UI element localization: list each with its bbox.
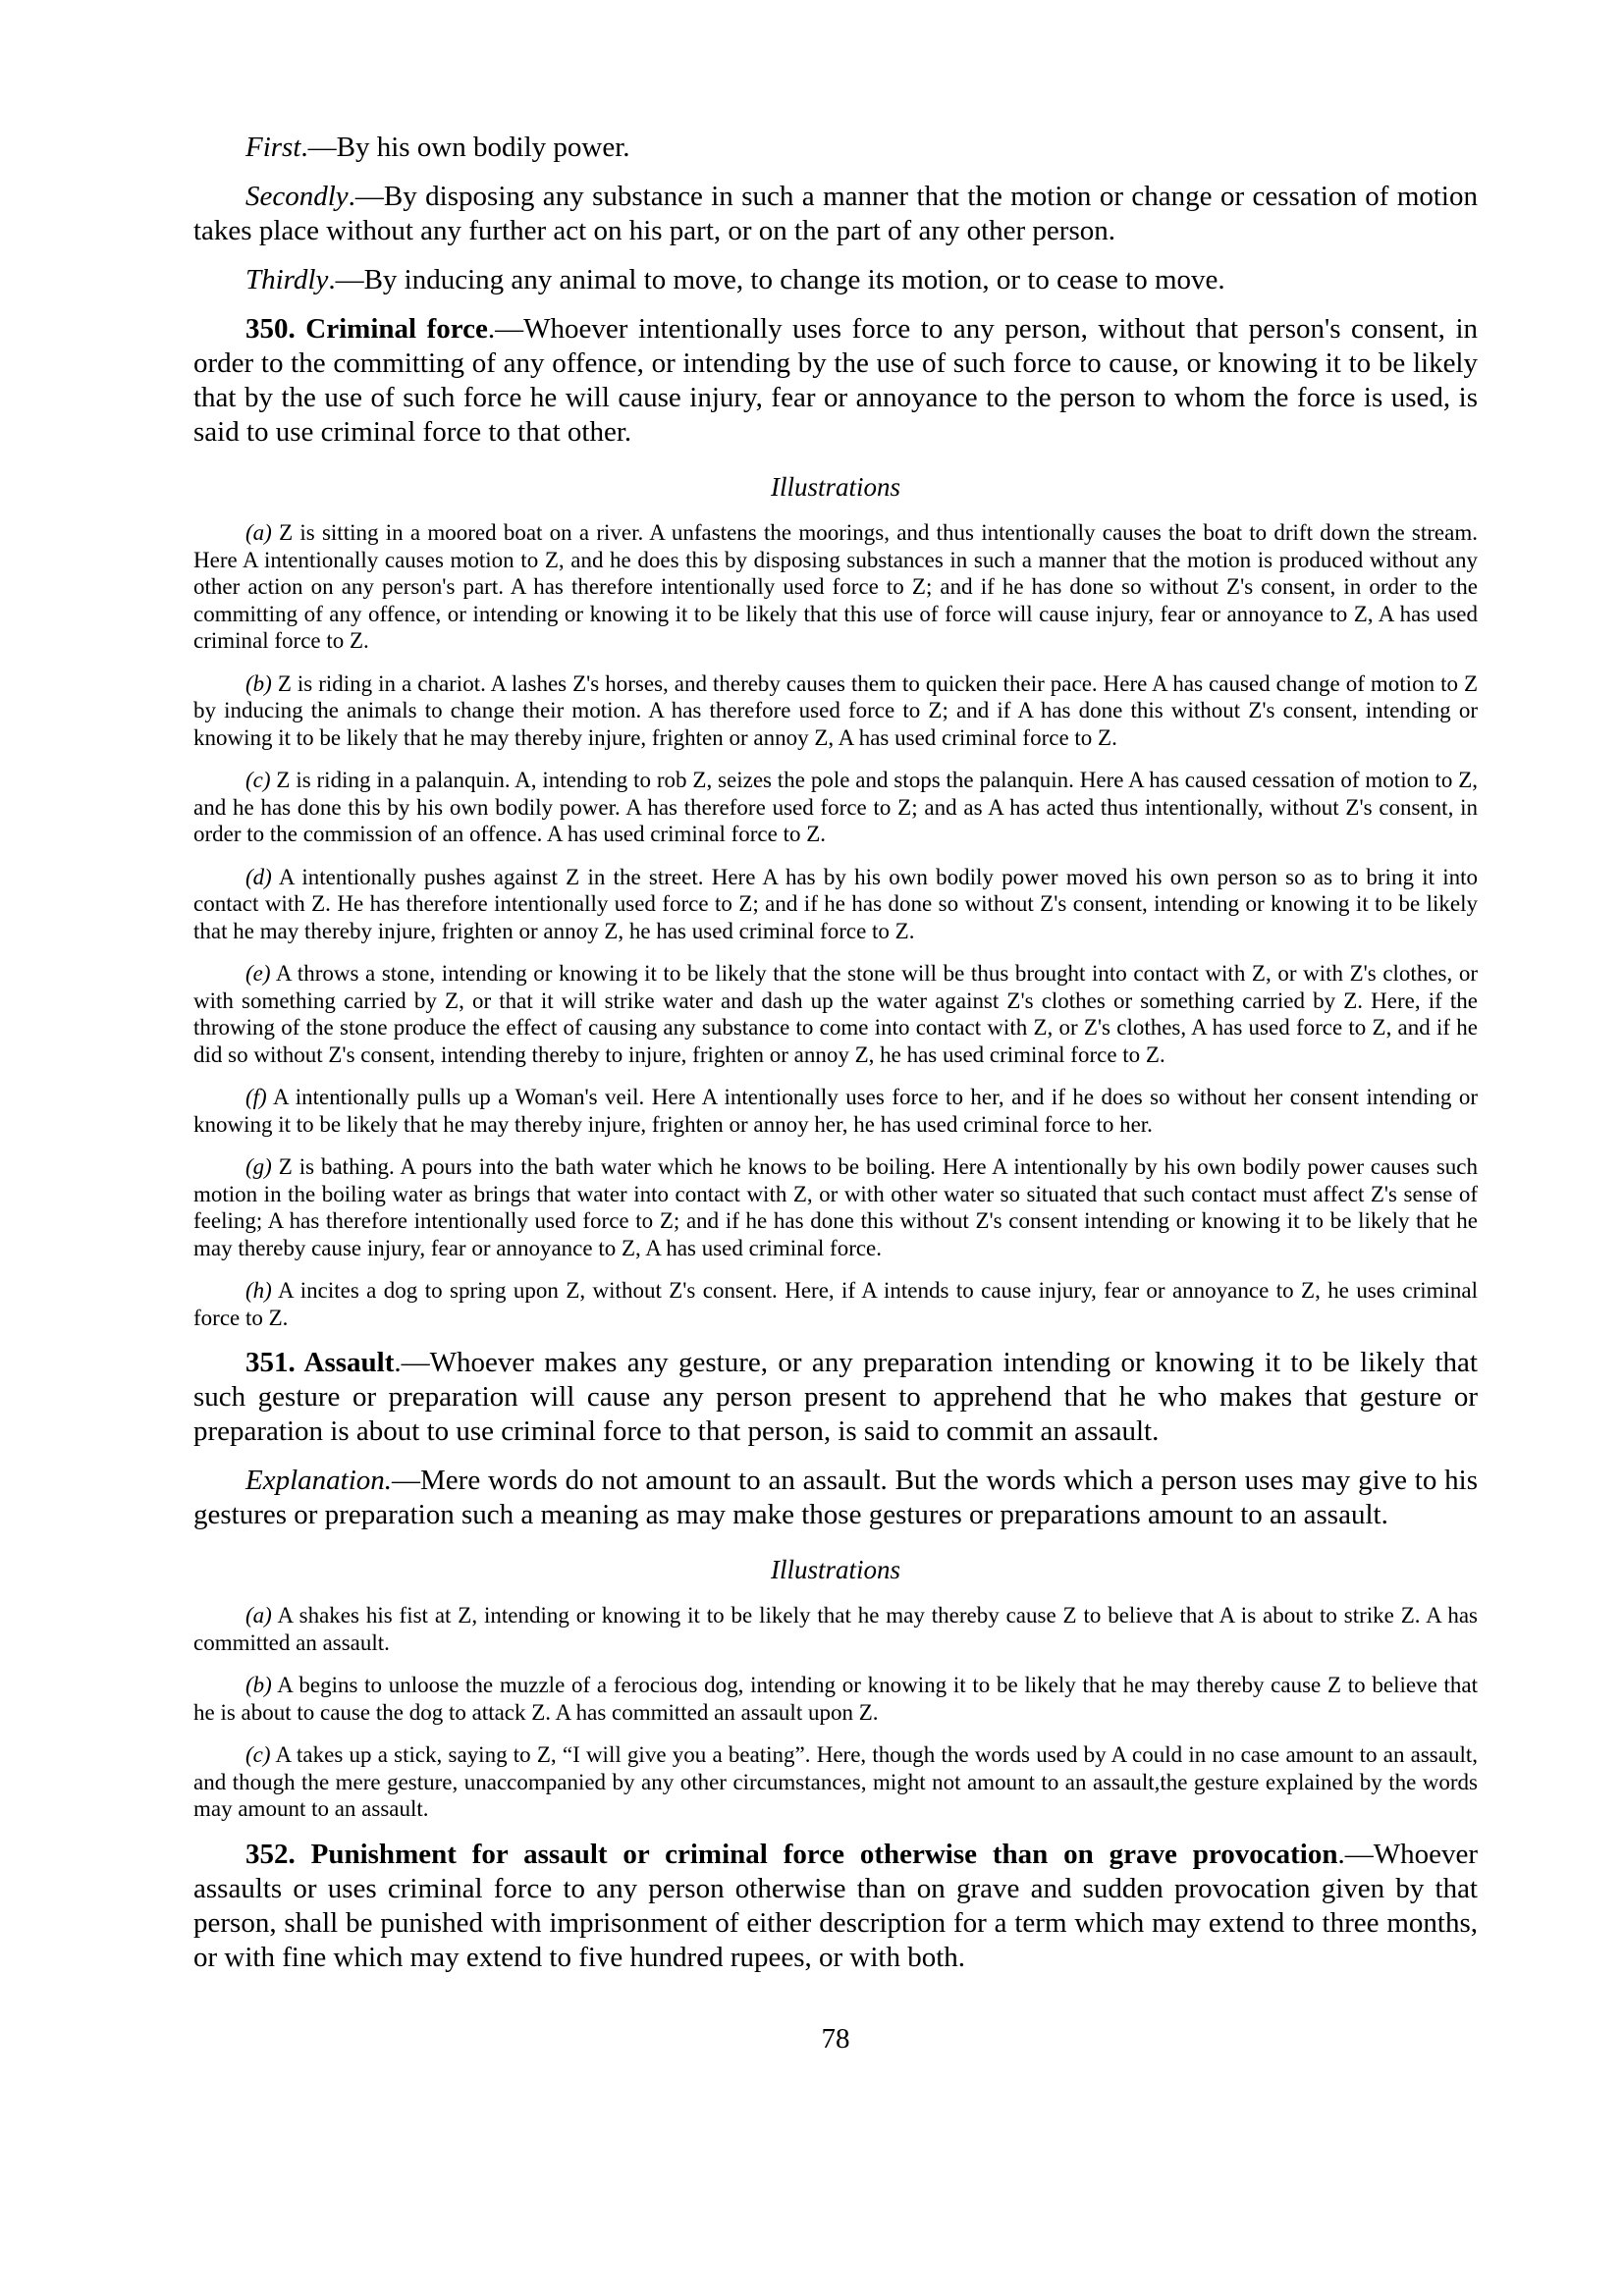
dash-separator: .— <box>348 181 384 212</box>
clause-thirdly-lead: Thirdly <box>245 264 329 295</box>
dash-separator: .— <box>487 313 524 345</box>
section-350-body: Whoever intentionally uses force to any person, without that person's consent, in order to the committing of any offence, or intending by the use of such force to cause, or knowing it to be likely that by the use of such force he will cause injury, fear or annoyance to the person to whom the force is used, is said to use criminal force to that other. <box>193 313 1479 448</box>
illustration-marker: (e) <box>245 961 271 986</box>
clause-secondly-text: By disposing any substance in such a manner that the motion or change or cessation of motion takes place without any further act on his part, or on the part of any other person. <box>193 181 1478 246</box>
clause-secondly-lead: Secondly <box>245 181 349 212</box>
illustration-text: A throws a stone, intending or knowing it to be likely that the stone will be thus brought into contact with Z, or with Z's clothes, or with something carried by Z, or that it will strike water and dash up the water against Z's clothes or something carried by Z. Here, if the throwing of the stone produce the effect of causing any substance to come into contact with Z, or Z's clothes, A has used force to Z, and if he did so without Z's consent, intending thereby to injure, frighten or annoy Z, he has used criminal force to Z. <box>193 961 1478 1067</box>
explanation-text: Mere words do not amount to an assault. But the words which a person uses may give to his gestures or preparation such a meaning as may make those gestures or preparations amount to an assault. <box>193 1465 1478 1530</box>
illustration-text: A incites a dog to spring upon Z, without Z's consent. Here, if A intends to cause injury, fear or annoyance to Z, he uses criminal force to Z. <box>193 1278 1479 1330</box>
section-352-paragraph <box>193 1838 1478 1975</box>
illustration-text: A intentionally pulls up a Woman's veil. Here A intentionally uses force to her, and if he does so without her consent intending or knowing it to be likely that he may thereby injure, frighten or annoy her, he has used criminal force to her. <box>193 1085 1478 1137</box>
illustration-marker: (b) <box>245 1673 272 1697</box>
illustration-351-c <box>193 1741 1478 1823</box>
dash-separator: .— <box>1337 1838 1374 1870</box>
dash-separator: .— <box>300 132 337 163</box>
illustration-text: A intentionally pushes against Z in the street. Here A has by his own bodily power moved his own person so as to bring it into contact with Z. He has therefore intentionally used force to Z; and if he has done so without Z's consent, intending or knowing it to be likely that he may thereby injure, frighten or annoy Z, he has used criminal force to Z. <box>193 864 1478 943</box>
illustration-marker: (a) <box>245 520 272 545</box>
illustration-text: A shakes his fist at Z, intending or knowing it to be likely that he may thereby cause Z to believe that A is about to strike Z. A has committed an assault. <box>193 1603 1478 1655</box>
illustration-350-f <box>193 1084 1478 1138</box>
clause-thirdly <box>193 263 1478 297</box>
illustration-marker: (c) <box>245 768 271 792</box>
clause-first-lead: First <box>245 132 301 163</box>
dash-separator: .— <box>328 264 364 295</box>
illustration-351-a <box>193 1602 1478 1656</box>
clause-secondly <box>193 180 1478 248</box>
illustration-marker: (b) <box>245 670 272 696</box>
illustration-350-e <box>193 960 1478 1068</box>
illustration-350-a <box>193 519 1478 655</box>
section-351-paragraph <box>193 1346 1478 1449</box>
section-352-title: 352. Punishment for assault or criminal force otherwise than on grave provocation <box>245 1838 1338 1870</box>
page-number: 78 <box>821 2022 850 2055</box>
section-350-title: 350. Criminal force <box>245 313 488 345</box>
illustrations-heading-351: Illustrations <box>770 1555 901 1584</box>
section-350-paragraph <box>193 312 1478 450</box>
illustration-351-b <box>193 1672 1478 1726</box>
illustration-marker: (h) <box>245 1278 272 1303</box>
illustration-text: Z is riding in a palanquin. A, intending to rob Z, seizes the pole and stops the palanquin. Here A has caused cessation of motion to Z, and he has done this by his own bodily power. A has therefore used force to Z; and as A has acted thus intentionally, without Z's consent, in order to the commission of an offence. A has used criminal force to Z. <box>193 768 1478 846</box>
dash-separator: .— <box>394 1347 430 1378</box>
explanation-lead: Explanation. <box>245 1465 393 1496</box>
illustration-text: A takes up a stick, saying to Z, “I will give you a beating”. Here, though the words used by A could in no case amount to an assault, and though the mere gesture, unaccompanied by any other circumstances, might not amount to an assault,the gesture explained by the words may amount to an assault. <box>193 1742 1479 1821</box>
clause-first <box>193 131 1478 165</box>
section-351-title: 351. Assault <box>245 1347 395 1378</box>
illustration-marker: (c) <box>245 1742 271 1767</box>
illustrations-heading-350: Illustrations <box>770 472 901 502</box>
illustration-marker: (d) <box>245 864 272 889</box>
illustration-text: Z is bathing. A pours into the bath water which he knows to be boiling. Here A intentionally by his own bodily power causes such motion in the boiling water as brings that water into contact with Z, or with other water so situated that such contact must affect Z's sense of feeling; A has therefore intentionally used force to Z; and if he has done this without Z's consent intending or knowing it to be likely that he may thereby cause injury, fear or annoyance to Z, A has used criminal force. <box>193 1154 1478 1260</box>
illustration-text: Z is sitting in a moored boat on a river. A unfastens the moorings, and thus intentionally causes the boat to drift down the stream. Here A intentionally causes motion to Z, and he does this by disposing substances in such a manner that the motion is produced without any other action on any person's part. A has therefore intentionally used force to Z; and if he has done so without Z's consent, in order to the committing of any offence, or intending or knowing it to be likely that this use of force will cause injury, fear or annoyance to Z, A has used criminal force to Z. <box>193 520 1478 653</box>
clause-first-text: By his own bodily power. <box>336 132 630 163</box>
illustration-350-h <box>193 1277 1478 1331</box>
illustration-350-b <box>193 670 1478 752</box>
illustration-marker: (a) <box>245 1603 272 1628</box>
section-351-body: Whoever makes any gesture, or any preparation intending or knowing it to be likely that such gesture or preparation will cause any person present to apprehend that he who makes that gesture or preparation is about to use criminal force to that person, is said to commit an assault. <box>193 1347 1478 1447</box>
explanation-paragraph <box>193 1464 1478 1532</box>
section-352-body: Whoever assaults or uses criminal force to any person otherwise than on grave and sudden provocation given by that person, shall be punished with imprisonment of either description for a term which may extend to three months, or with fine which may extend to five hundred rupees, or with both. <box>193 1838 1478 1973</box>
illustration-350-d <box>193 864 1478 945</box>
illustration-350-c <box>193 767 1478 848</box>
illustration-marker: (f) <box>245 1085 267 1109</box>
illustration-350-g <box>193 1153 1478 1261</box>
illustration-marker: (g) <box>245 1154 272 1179</box>
illustration-text: Z is riding in a chariot. A lashes Z's horses, and thereby causes them to quicken their pace. Here A has caused change of motion to Z by inducing the animals to change their motion. A has therefore used force to Z; and if A has done this without Z's consent, intending or knowing it to be likely that he may thereby injure, frighten or annoy Z, A has used criminal force to Z. <box>193 670 1478 750</box>
clause-thirdly-text: By inducing any animal to move, to change its motion, or to cease to move. <box>363 264 1225 295</box>
illustration-text: A begins to unloose the muzzle of a ferocious dog, intending or knowing it to be likely that he may thereby cause Z to believe that he is about to cause the dog to attack Z. A has committed an assault upon Z. <box>193 1673 1479 1725</box>
dash-separator: — <box>392 1465 421 1496</box>
